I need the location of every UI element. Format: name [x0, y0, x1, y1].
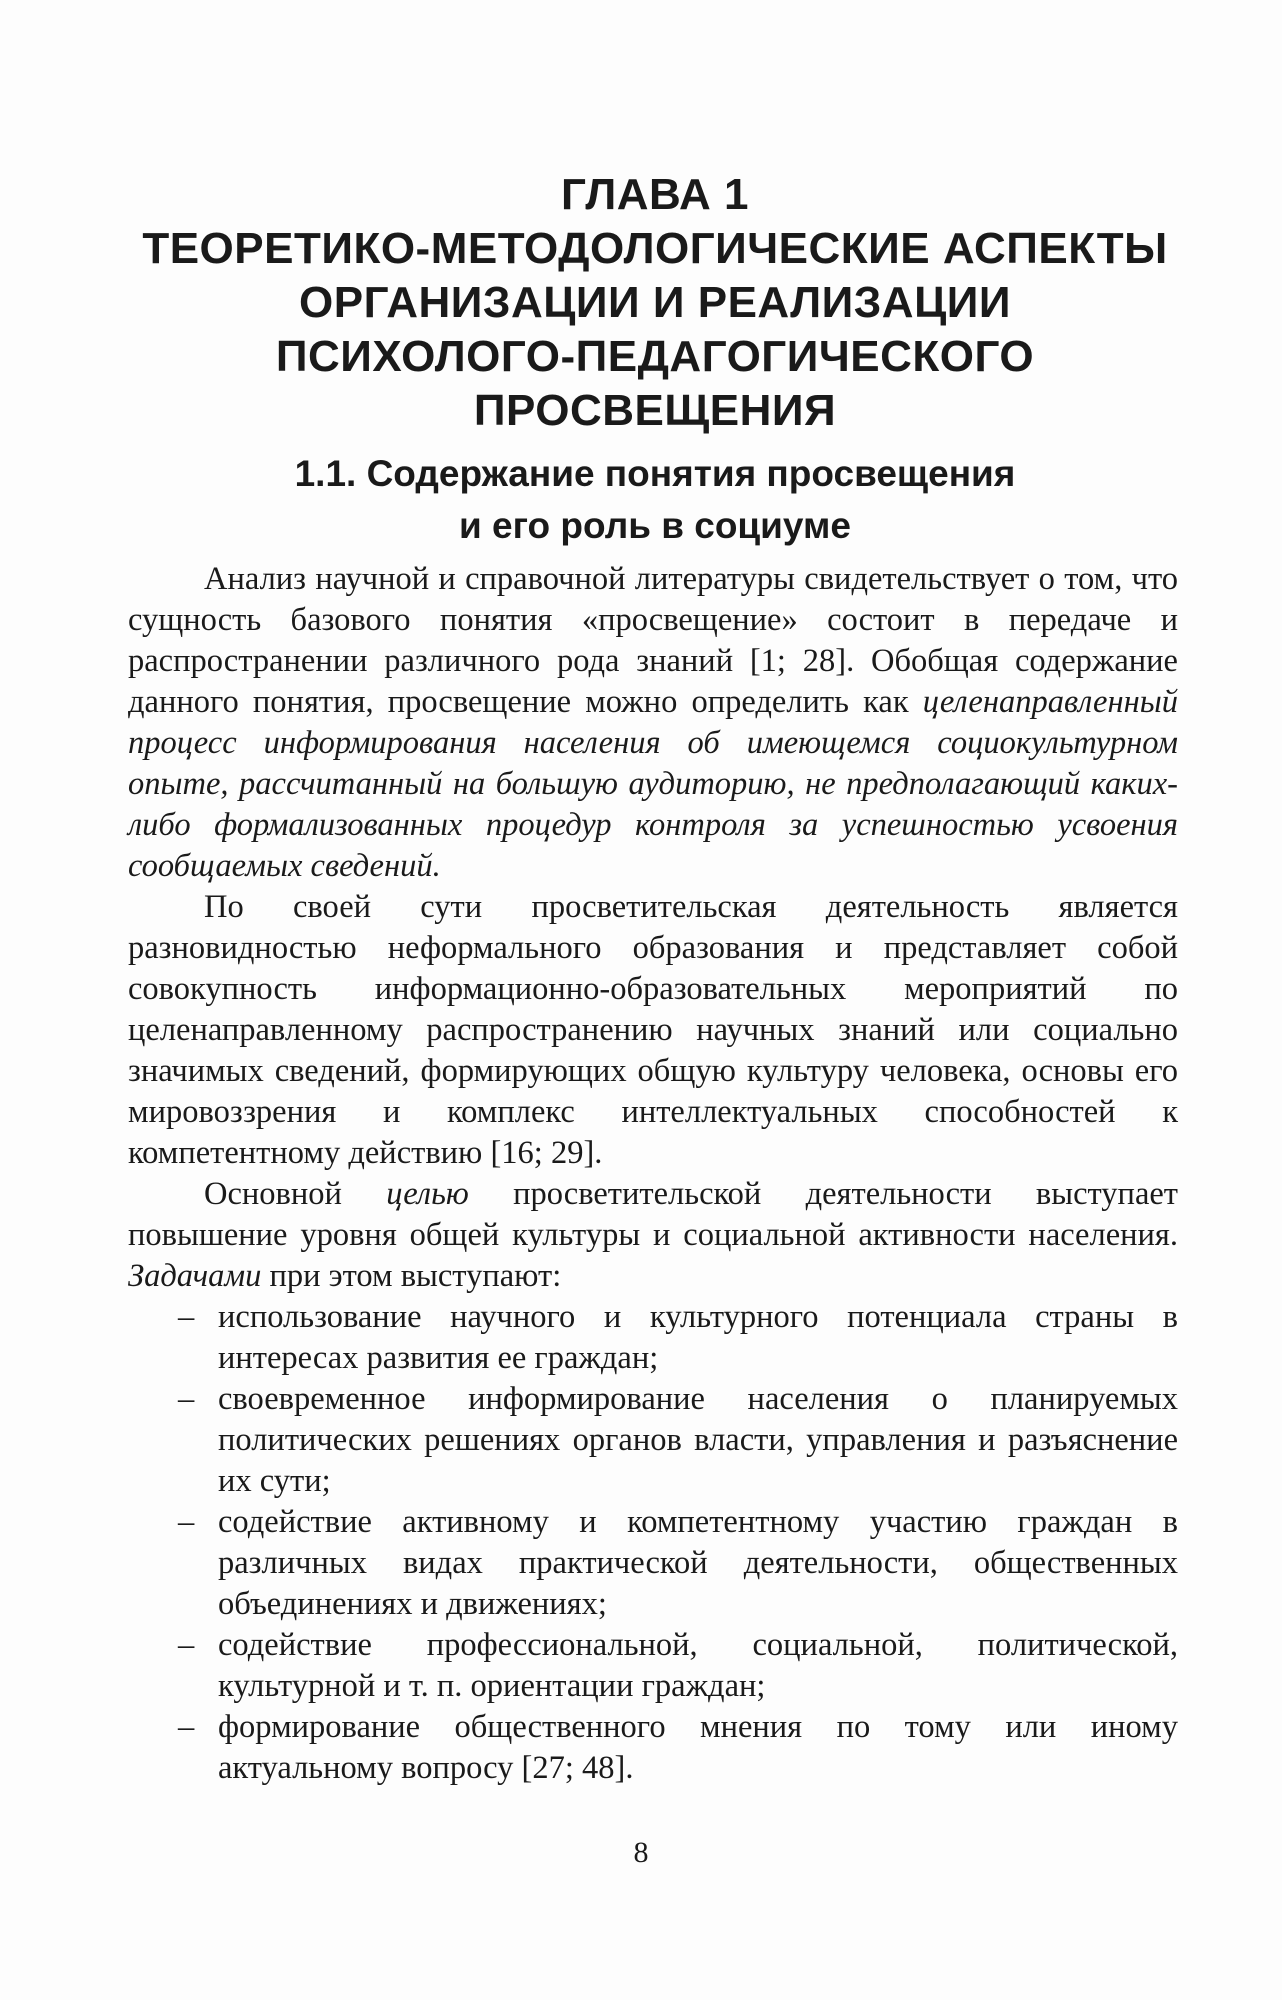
body-text — [128, 559, 1178, 1789]
paragraph-goal — [128, 1174, 1178, 1297]
section-title-line: и его роль в социуме — [459, 505, 851, 546]
list-item — [128, 1502, 1178, 1625]
chapter-heading — [140, 168, 1170, 438]
dash-marker: – — [178, 1709, 195, 1745]
paragraph-text: Основной — [204, 1176, 387, 1212]
chapter-label: ГЛАВА 1 — [560, 170, 750, 219]
dash-marker: – — [178, 1627, 195, 1663]
page-number: 8 — [633, 1836, 649, 1869]
list-item-text: формирование общественного мнения по тому или иному актуальному вопросу [27; 48]. — [218, 1709, 1178, 1786]
list-item — [128, 1625, 1178, 1707]
list-item — [128, 1297, 1178, 1379]
section-heading — [140, 448, 1170, 552]
goal-italic: целью — [386, 1176, 469, 1212]
dash-marker: – — [178, 1299, 195, 1335]
paragraph-essence: По своей сути просветительская деятельность является разновидностью неформального образования и представляет собой совокупность информационно-образовательных мероприятий по целенаправленному распространению научных знаний или социально значимых сведений, формирующих общую культуру человека, основы его мировоззрения и комплекс интеллектуальных способностей к компетентному действию [16; 29]. — [128, 889, 1178, 1171]
definition-italic: целенаправленный процесс информирования населения об имеющемся социокультурном опыте, рассчитанный на большую аудиторию, не предполагающий каких-либо формализованных процедур контроля за успешностью усвоения сообщаемых сведений. — [128, 684, 1178, 884]
list-item-text: содействие активному и компетентному участию граждан в различных видах практической деятельности, общественных объединениях и движениях; — [218, 1504, 1178, 1622]
list-item-text: использование научного и культурного потенциала страны в интересах развития ее граждан; — [218, 1299, 1178, 1376]
tasks-list — [128, 1297, 1178, 1789]
list-item-text: содействие профессиональной, социальной, политической, культурной и т. п. ориентации граждан; — [218, 1627, 1178, 1704]
section-title-line: 1.1. Содержание понятия просвещения — [294, 453, 1016, 494]
chapter-title-line: ТЕОРЕТИКО-МЕТОДОЛОГИЧЕСКИЕ АСПЕКТЫ — [142, 224, 1168, 273]
paragraph-text: Анализ научной и справочной литературы свидетельствует о том, что сущность базового понятия «просвещение» состоит в передаче и распространении различного рода знаний [1; 28]. Обобщая содержание данного понятия, просвещение можно определить как — [128, 561, 1178, 720]
list-item — [128, 1379, 1178, 1502]
chapter-title-line: ОРГАНИЗАЦИИ И РЕАЛИЗАЦИИ — [299, 278, 1011, 327]
dash-marker: – — [178, 1504, 195, 1540]
list-item — [128, 1707, 1178, 1789]
tasks-italic: Задачами — [128, 1258, 262, 1294]
list-item-text: своевременное информирование населения о планируемых политических решениях органов власти, управления и разъяснение их сути; — [218, 1381, 1178, 1499]
dash-marker: – — [178, 1381, 195, 1417]
paragraph-definition — [128, 559, 1178, 887]
chapter-title-line: ПСИХОЛОГО-ПЕДАГОГИЧЕСКОГО — [275, 332, 1035, 381]
chapter-title-line: ПРОСВЕЩЕНИЯ — [473, 386, 837, 435]
paragraph-text: при этом выступают: — [261, 1258, 562, 1294]
paragraph-text: просветительской деятельности выступает повышение уровня общей культуры и социальной активности населения. — [128, 1176, 1179, 1253]
